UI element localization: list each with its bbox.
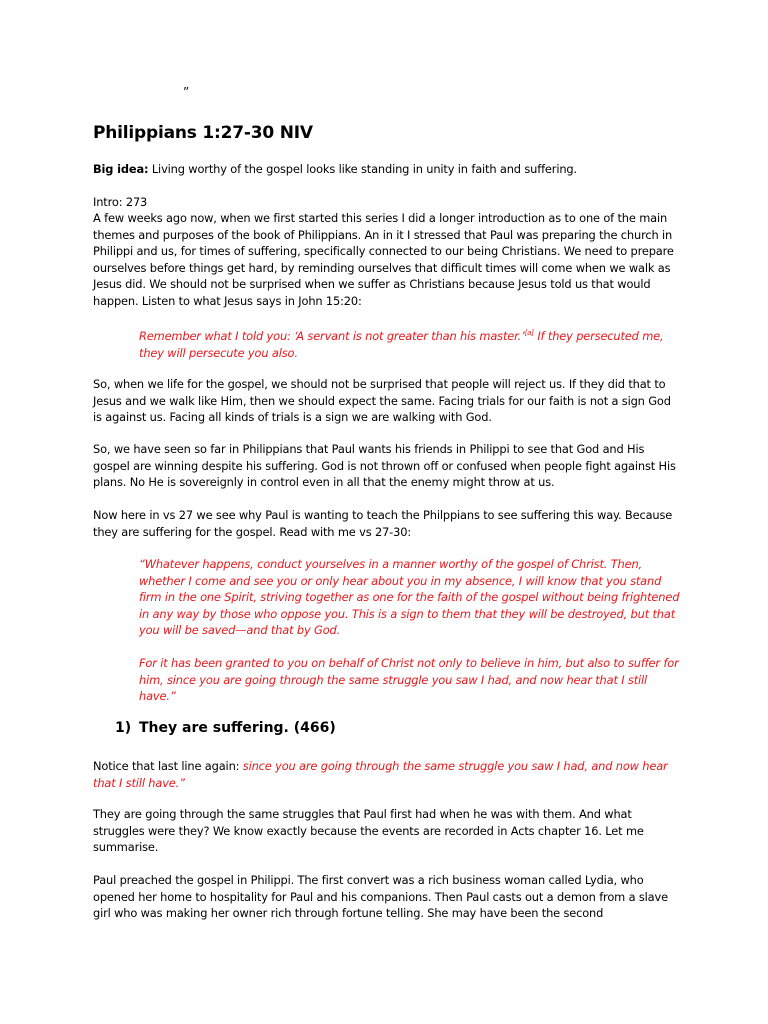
paragraph-3: So, we have seen so far in Philippians that Paul wants his friends in Philippi to see that God and His gospel are winning despite his suffering. God is not thrown off or confused when people fight against His plans. No He is sovereignly in control even in all that the enemy might throw at us. (93, 442, 676, 489)
paragraph-2: So, when we life for the gospel, we should not be surprised that people will reject us. If they did that to Jesus and we walk like Him, then we should expect the same. Facing trials for our faith is not a sign God is against us. Facing all kinds of trials is a sign we are walking with God. (93, 377, 671, 424)
scripture-quote-2: For it has been granted to you on behalf of Christ not only to believe in him, but also to suffer for him, since you are going through the same struggle you saw I had, and now hear that I still have.” (139, 656, 679, 703)
scripture-quote-1: “Whatever happens, conduct yourselves in a manner worthy of the gospel of Christ. Then, whether I come and see you or only hear about you in my absence, I will know that you stand firm in the one Spirit, striving together as one for the faith of the gospel without being frightened in any way by those who oppose you. This is a sign to them that they will be destroyed, but that you will be saved—and that by God. (139, 557, 680, 637)
notice-quote: since you are going through the same struggle you saw I had, and now hear that I still have.” (93, 759, 668, 790)
john-quote-part2: If they persecuted me, they will persecute you also. (139, 329, 664, 360)
footnote-ref[interactable]: [a] (524, 329, 534, 337)
john-quote-part1: Remember what I told you: ‘A servant is not greater than his master.’ (139, 329, 525, 343)
big-idea (93, 161, 683, 178)
paragraph-4: Now here in vs 27 we see why Paul is wanting to teach the Philppians to see suffering this way. Because they are suffering for the gospel. Read with me vs 27-30: (93, 508, 673, 539)
section-heading (115, 720, 336, 736)
page-title: Philippians 1:27-30 NIV (93, 123, 313, 143)
intro-paragraph: A few weeks ago now, when we first started this series I did a longer introduction as to one of the main themes and purposes of the book of Philippians. An in it I stressed that Paul was preparing the church in Philippi and us, for times of suffering, specifically connected to our being Christians. We need to prepare ourselves before things get hard, by reminding ourselves that difficult times will come when we walk as Jesus did. We should not be surprised when we suffer as Christians because Jesus told us that would happen. Listen to what Jesus says in John 15:20: (93, 211, 674, 308)
section-heading-text: They are suffering. (466) (139, 720, 336, 736)
intro-label: Intro: 273 (93, 195, 148, 209)
notice-paragraph (93, 758, 683, 791)
notice-label: Notice that last line again: (93, 759, 243, 773)
big-idea-text: Living worthy of the gospel looks like standing in unity in faith and suffering. (148, 162, 577, 176)
john-quote (139, 325, 684, 361)
section-number: 1) (115, 720, 132, 736)
paragraph-6: Paul preached the gospel in Philippi. The first convert was a rich business woman called Lydia, who opened her home to hospitality for Paul and his companions. Then Paul casts out a demon from a slave girl who was making her owner rich through fortune telling. She may have been the second (93, 873, 668, 920)
paragraph-5: They are going through the same struggles that Paul first had when he was with them. And what struggles were they? We know exactly because the events are recorded in Acts chapter 16. Let me summarise. (93, 807, 644, 854)
quote-mark: ” (183, 85, 190, 99)
big-idea-label: Big idea: (93, 162, 149, 176)
